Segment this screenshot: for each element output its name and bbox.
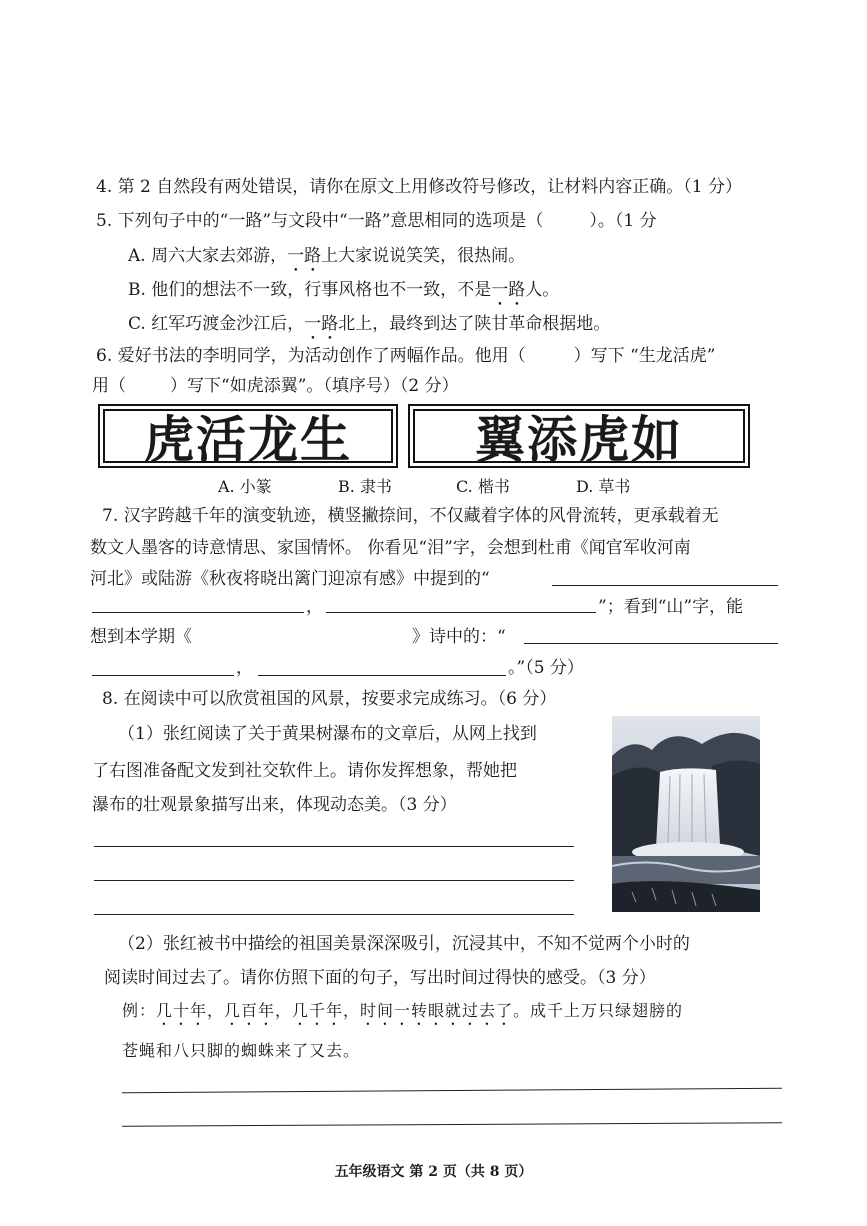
answer-line[interactable]: [524, 643, 778, 644]
question-7-line5b: 》诗中的：“: [412, 627, 506, 647]
question-7-line1: 7. 汉字跨越千年的演变轨迹，横竖撇捺间，不仅藏着字体的风骨流转，更承载着无: [102, 506, 719, 526]
option-6c: C. 楷书: [456, 477, 510, 496]
calligraphy-work-2: 翼添虎如: [408, 404, 750, 468]
page-footer: 五年级语文 第 2 页（共 8 页）: [334, 1164, 533, 1180]
example-sentence-line1: 例：几十年，几百年，几千年，时间一转眼就过去了。成千上万只绿翅膀的: [122, 1001, 684, 1020]
answer-blank[interactable]: [543, 210, 589, 226]
question-7-line5a: 想到本学期《: [90, 627, 192, 647]
option-6d: D. 草书: [576, 477, 631, 496]
question-5-stem: 5. 下列句子中的“一路”与文段中“一路”意思相同的选项是（ ）。（1 分: [96, 211, 657, 231]
q8-part1-line1: （1）张红阅读了关于黄果树瀑布的文章后，从网上找到: [118, 724, 537, 744]
comma: ，: [236, 658, 253, 678]
question-8-stem: 8. 在阅读中可以欣赏祖国的风景，按要求完成练习。（6 分）: [102, 689, 557, 709]
question-7-line6-end: 。”（5 分）: [508, 658, 584, 678]
writing-line[interactable]: [94, 914, 574, 915]
example-sentence-line2: 苍蝇和八只脚的蜘蛛来了又去。: [122, 1041, 361, 1060]
question-6-line2: 用（ ）写下“如虎添翼”。（填序号）（2 分）: [92, 376, 459, 396]
option-6b: B. 隶书: [338, 477, 392, 496]
question-7-line3: 河北》或陆游《秋夜将晓出篱门迎凉有感》中提到的“: [90, 569, 490, 589]
question-7-line4-end: ”；看到“山”字，能: [598, 597, 744, 617]
answer-line[interactable]: [258, 675, 506, 676]
question-7-line2: 数文人墨客的诗意情思、家国情怀。 你看见“泪”字，会想到杜甫《闻官军收河南: [90, 538, 691, 558]
q8-part2-line2: 阅读时间过去了。请你仿照下面的句子，写出时间过得快的感受。（3 分）: [104, 968, 656, 988]
option-6a: A. 小篆: [218, 477, 272, 496]
writing-line[interactable]: [94, 880, 574, 881]
answer-line[interactable]: [92, 612, 304, 613]
q8-part1-line3: 瀑布的壮观景象描写出来，体现动态美。（3 分）: [92, 795, 457, 815]
answer-line[interactable]: [326, 612, 596, 613]
q8-part1-line2: 了右图准备配文发到社交软件上。请你发挥想象，帮她把: [92, 761, 517, 781]
answer-line[interactable]: [552, 585, 778, 586]
option-5c: C. 红军巧渡金沙江后，一路北上，最终到达了陕甘革命根据地。: [128, 314, 611, 334]
question-4: 4. 第 2 自然段有两处错误，请你在原文上用修改符号修改，让材料内容正确。（1 分）: [96, 177, 742, 197]
writing-line[interactable]: [122, 1122, 782, 1126]
comma: ，: [306, 597, 323, 617]
option-5a: A. 周六大家去郊游，一路上大家说说笑笑，很热闹。: [128, 246, 526, 266]
writing-line[interactable]: [122, 1088, 782, 1094]
answer-line[interactable]: [92, 675, 234, 676]
option-5b: B. 他们的想法不一致，行事风格也不一致，不是一路人。: [128, 280, 560, 300]
question-6-line1: 6. 爱好书法的李明同学，为活动创作了两幅作品。他用（ ）写下 “生龙活虎”: [96, 346, 716, 366]
writing-line[interactable]: [94, 846, 574, 847]
waterfall-photo: [612, 716, 760, 912]
q8-part2-line1: （2）张红被书中描绘的祖国美景深深吸引，沉浸其中，不知不觉两个小时的: [118, 934, 690, 954]
calligraphy-work-1: 虎活龙生: [98, 404, 398, 468]
